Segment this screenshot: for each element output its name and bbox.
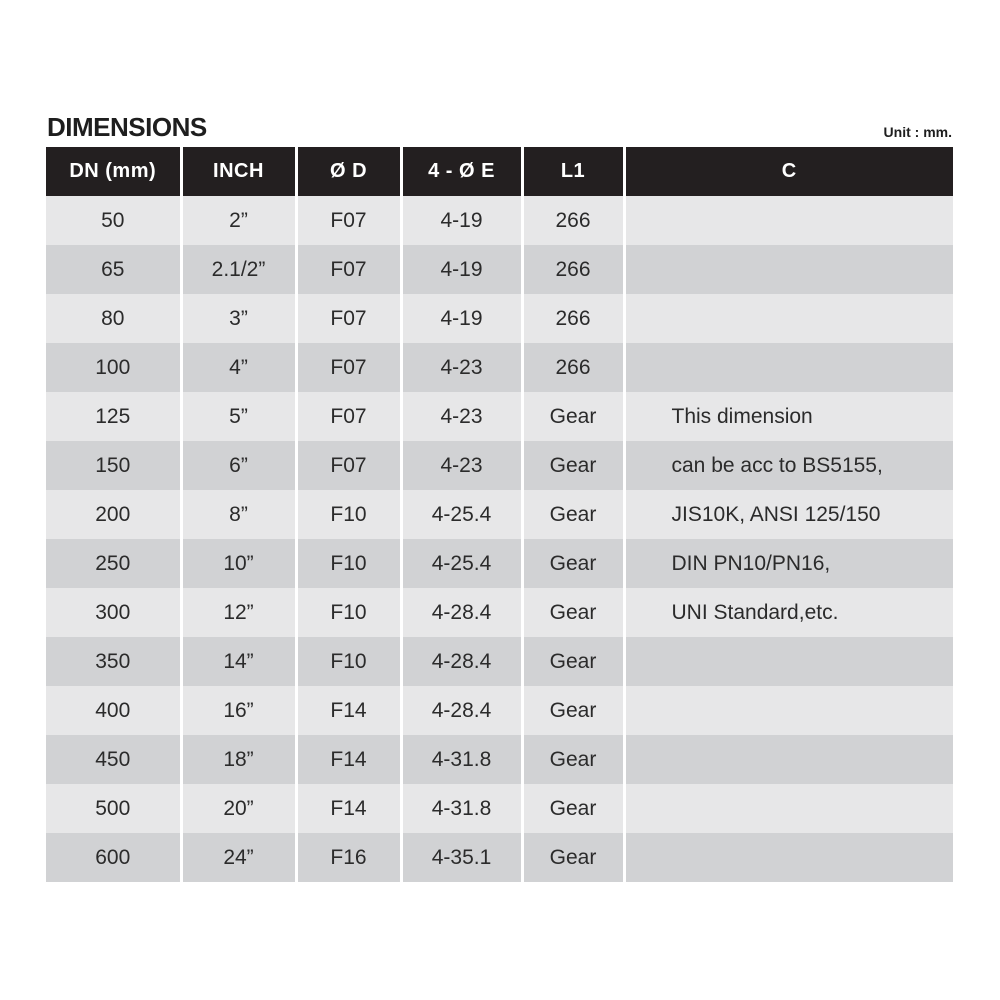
- unit-label: Unit : mm.: [883, 124, 952, 140]
- cell-c: [624, 735, 953, 784]
- cell-dn: 600: [46, 833, 181, 882]
- cell-inch: 16”: [181, 686, 296, 735]
- cell-d: F10: [296, 490, 401, 539]
- table-body: [46, 196, 953, 882]
- cell-dn: 65: [46, 245, 181, 294]
- cell-l1: 266: [522, 294, 624, 343]
- cell-l1: 266: [522, 245, 624, 294]
- cell-dn: 500: [46, 784, 181, 833]
- cell-c: JIS10K, ANSI 125/150: [624, 490, 953, 539]
- cell-c: DIN PN10/PN16,: [624, 539, 953, 588]
- cell-d: F07: [296, 245, 401, 294]
- cell-c: [624, 637, 953, 686]
- cell-e: 4-23: [401, 343, 522, 392]
- cell-l1: Gear: [522, 490, 624, 539]
- cell-e: 4-23: [401, 392, 522, 441]
- header-dn: DN (mm): [46, 147, 181, 196]
- cell-e: 4-28.4: [401, 588, 522, 637]
- table-row: [46, 784, 953, 833]
- cell-dn: 350: [46, 637, 181, 686]
- cell-c: This dimension: [624, 392, 953, 441]
- cell-d: F16: [296, 833, 401, 882]
- cell-dn: 200: [46, 490, 181, 539]
- cell-l1: Gear: [522, 441, 624, 490]
- header-e: 4 - Ø E: [401, 147, 522, 196]
- cell-c: [624, 686, 953, 735]
- header-c: C: [624, 147, 953, 196]
- dimensions-table: [46, 147, 953, 882]
- table-row: [46, 245, 953, 294]
- cell-e: 4-31.8: [401, 735, 522, 784]
- cell-c: [624, 294, 953, 343]
- cell-d: F07: [296, 343, 401, 392]
- cell-inch: 24”: [181, 833, 296, 882]
- cell-inch: 2”: [181, 196, 296, 245]
- dimensions-table-container: [46, 147, 953, 882]
- cell-d: F07: [296, 196, 401, 245]
- cell-inch: 8”: [181, 490, 296, 539]
- cell-l1: Gear: [522, 833, 624, 882]
- cell-d: F07: [296, 294, 401, 343]
- cell-inch: 5”: [181, 392, 296, 441]
- header-l1: L1: [522, 147, 624, 196]
- cell-e: 4-25.4: [401, 539, 522, 588]
- table-row: [46, 588, 953, 637]
- cell-d: F14: [296, 784, 401, 833]
- cell-inch: 4”: [181, 343, 296, 392]
- table-row: [46, 539, 953, 588]
- cell-e: 4-25.4: [401, 490, 522, 539]
- cell-dn: 450: [46, 735, 181, 784]
- cell-inch: 2.1/2”: [181, 245, 296, 294]
- cell-inch: 3”: [181, 294, 296, 343]
- cell-e: 4-31.8: [401, 784, 522, 833]
- cell-e: 4-19: [401, 294, 522, 343]
- cell-dn: 100: [46, 343, 181, 392]
- header-d: Ø D: [296, 147, 401, 196]
- cell-l1: Gear: [522, 637, 624, 686]
- cell-l1: Gear: [522, 784, 624, 833]
- cell-l1: Gear: [522, 392, 624, 441]
- cell-inch: 18”: [181, 735, 296, 784]
- cell-c: can be acc to BS5155,: [624, 441, 953, 490]
- table-row: [46, 392, 953, 441]
- cell-e: 4-19: [401, 245, 522, 294]
- cell-dn: 250: [46, 539, 181, 588]
- cell-e: 4-19: [401, 196, 522, 245]
- table-row: [46, 735, 953, 784]
- cell-dn: 80: [46, 294, 181, 343]
- table-row: [46, 637, 953, 686]
- header-row: [46, 147, 953, 196]
- cell-c: [624, 833, 953, 882]
- cell-c: UNI Standard,etc.: [624, 588, 953, 637]
- cell-d: F14: [296, 686, 401, 735]
- cell-e: 4-28.4: [401, 637, 522, 686]
- cell-c: [624, 784, 953, 833]
- cell-d: F07: [296, 441, 401, 490]
- cell-e: 4-28.4: [401, 686, 522, 735]
- cell-l1: 266: [522, 343, 624, 392]
- cell-c: [624, 343, 953, 392]
- cell-inch: 10”: [181, 539, 296, 588]
- cell-dn: 125: [46, 392, 181, 441]
- cell-l1: Gear: [522, 686, 624, 735]
- cell-d: F10: [296, 539, 401, 588]
- cell-dn: 50: [46, 196, 181, 245]
- table-row: [46, 833, 953, 882]
- page-title: DIMENSIONS: [47, 112, 207, 142]
- cell-dn: 150: [46, 441, 181, 490]
- cell-l1: Gear: [522, 539, 624, 588]
- cell-l1: Gear: [522, 588, 624, 637]
- cell-dn: 400: [46, 686, 181, 735]
- table-row: [46, 343, 953, 392]
- cell-dn: 300: [46, 588, 181, 637]
- cell-l1: Gear: [522, 735, 624, 784]
- table-row: [46, 490, 953, 539]
- cell-inch: 20”: [181, 784, 296, 833]
- cell-inch: 14”: [181, 637, 296, 686]
- table-row: [46, 441, 953, 490]
- table-row: [46, 196, 953, 245]
- cell-l1: 266: [522, 196, 624, 245]
- table-row: [46, 686, 953, 735]
- cell-c: [624, 245, 953, 294]
- cell-e: 4-35.1: [401, 833, 522, 882]
- cell-d: F10: [296, 588, 401, 637]
- header-inch: INCH: [181, 147, 296, 196]
- cell-inch: 12”: [181, 588, 296, 637]
- cell-c: [624, 196, 953, 245]
- cell-d: F10: [296, 637, 401, 686]
- table-header: [46, 147, 953, 196]
- cell-inch: 6”: [181, 441, 296, 490]
- cell-e: 4-23: [401, 441, 522, 490]
- table-row: [46, 294, 953, 343]
- cell-d: F07: [296, 392, 401, 441]
- cell-d: F14: [296, 735, 401, 784]
